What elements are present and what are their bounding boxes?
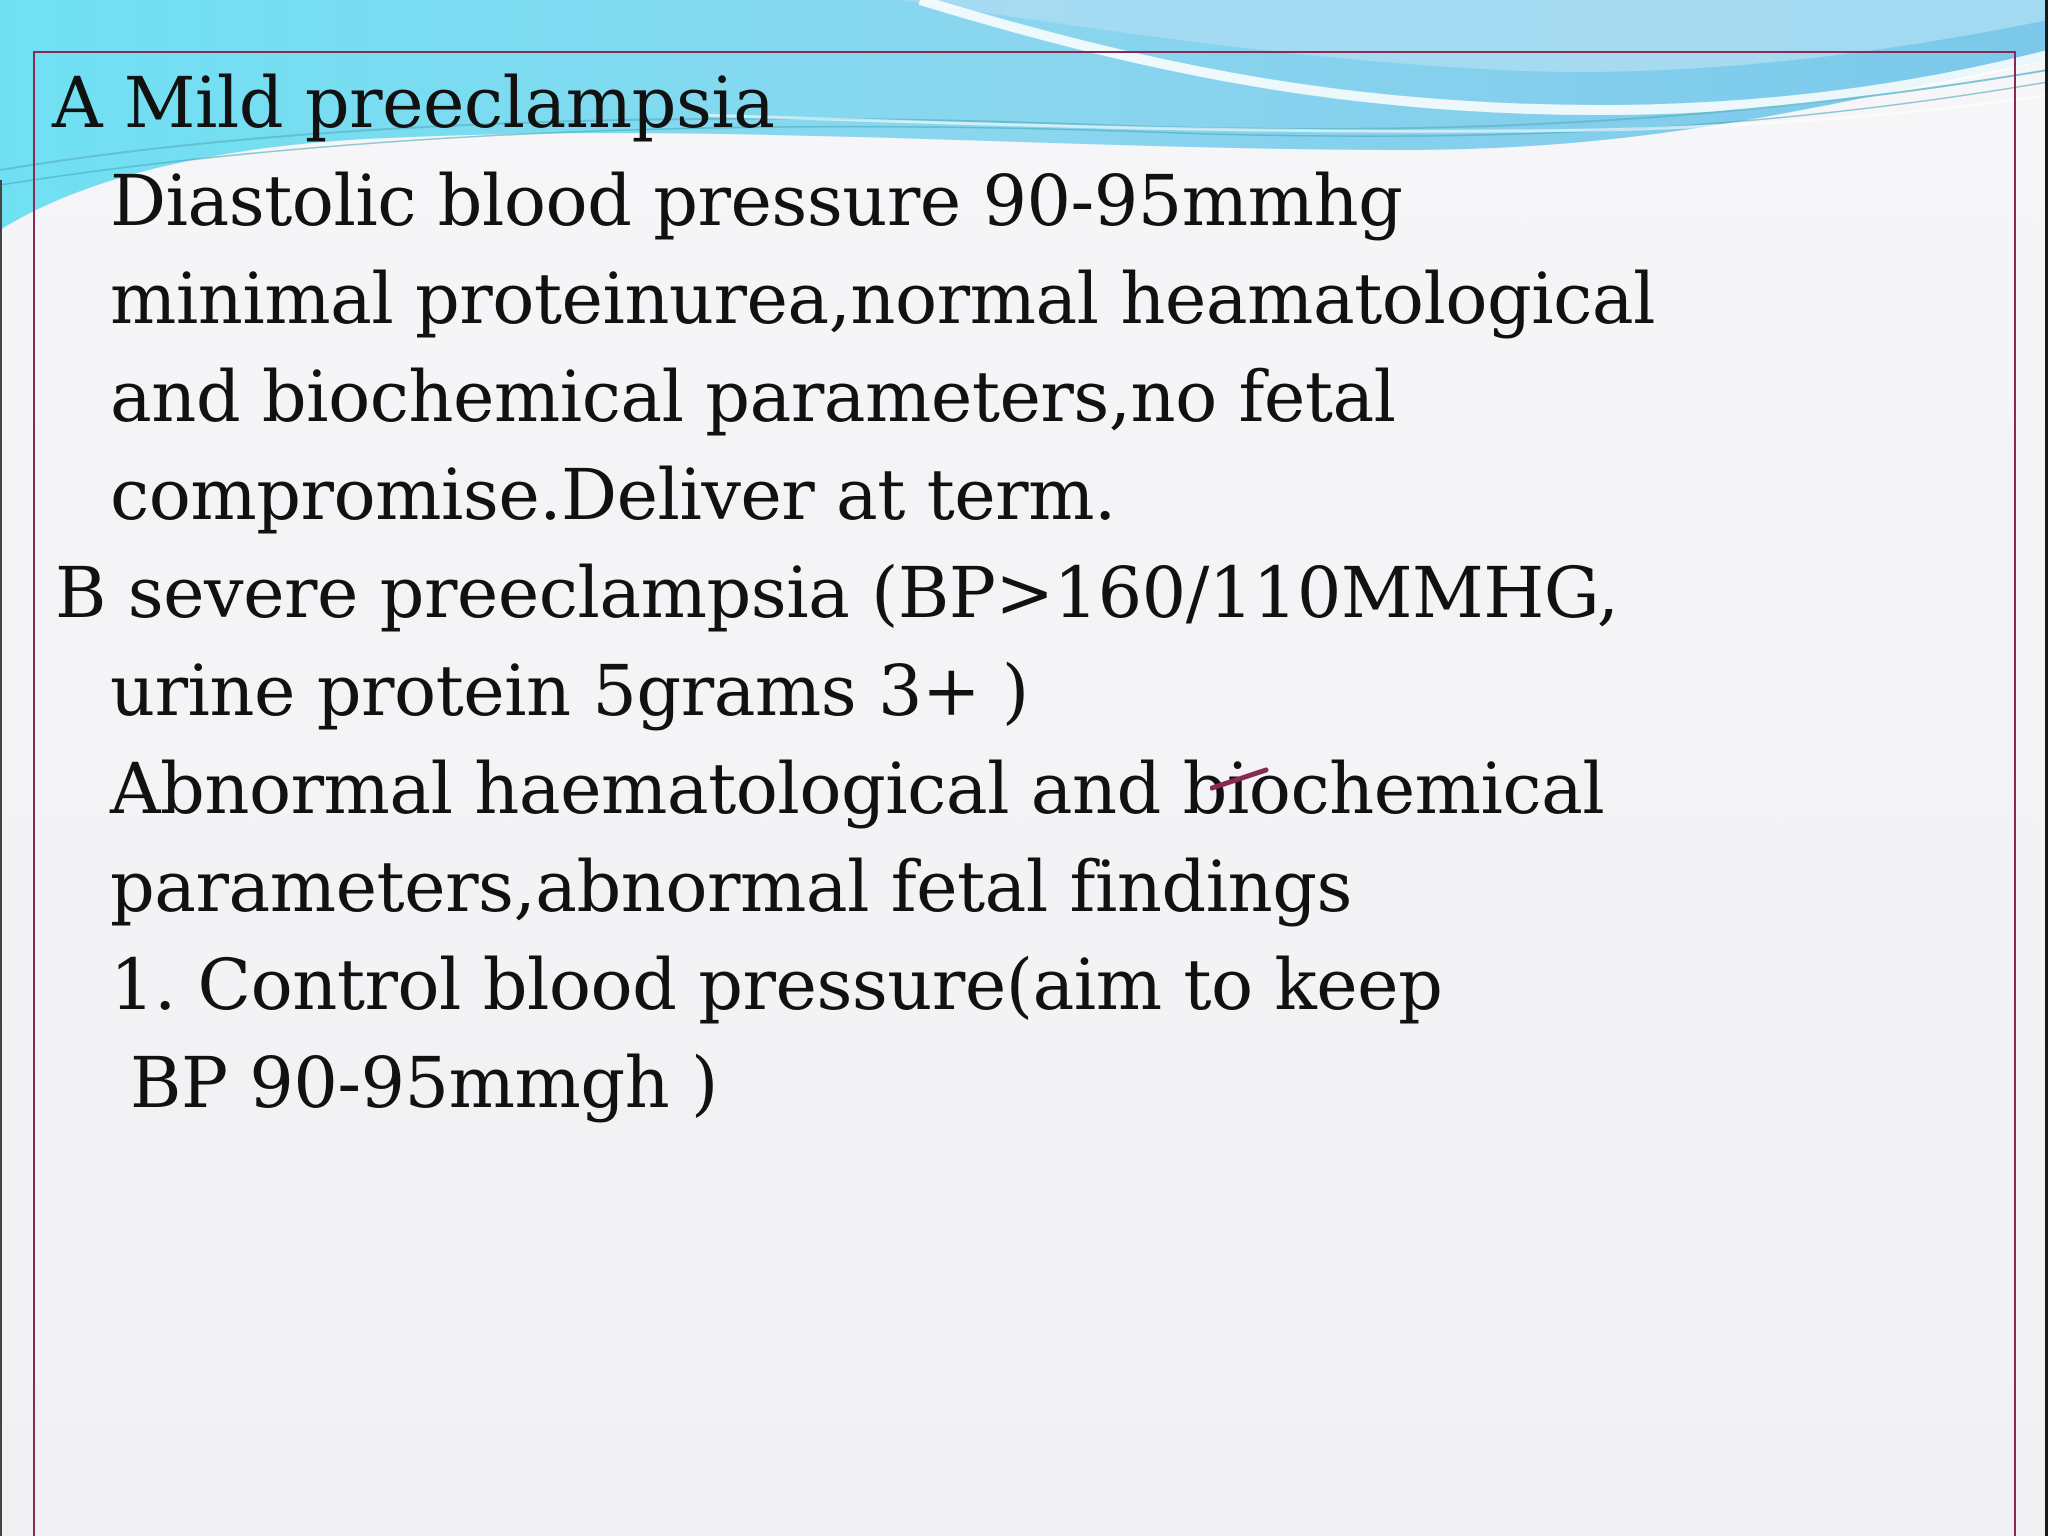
text-line: minimal proteinurea,normal heamatological [110, 258, 1655, 340]
text-line: BP 90-95mmgh ) [130, 1042, 718, 1124]
text-line: urine protein 5grams 3+ ) [110, 650, 1029, 732]
text-line: 1. Control blood pressure(aim to keep [110, 944, 1443, 1026]
pen-annotation-mark [1210, 760, 1270, 800]
text-line: and biochemical parameters,no fetal [110, 356, 1396, 438]
text-line: compromise.Deliver at term. [110, 454, 1116, 536]
text-line: parameters,abnormal fetal findings [110, 846, 1352, 928]
text-line: Abnormal haematological and biochemical [110, 748, 1605, 830]
heading-severe-preeclampsia: B severe preeclampsia (BP>160/110MMHG, [55, 552, 1619, 634]
heading-mild-preeclampsia: A Mild preeclampsia [52, 62, 775, 144]
text-line: Diastolic blood pressure 90-95mmhg [110, 160, 1403, 242]
